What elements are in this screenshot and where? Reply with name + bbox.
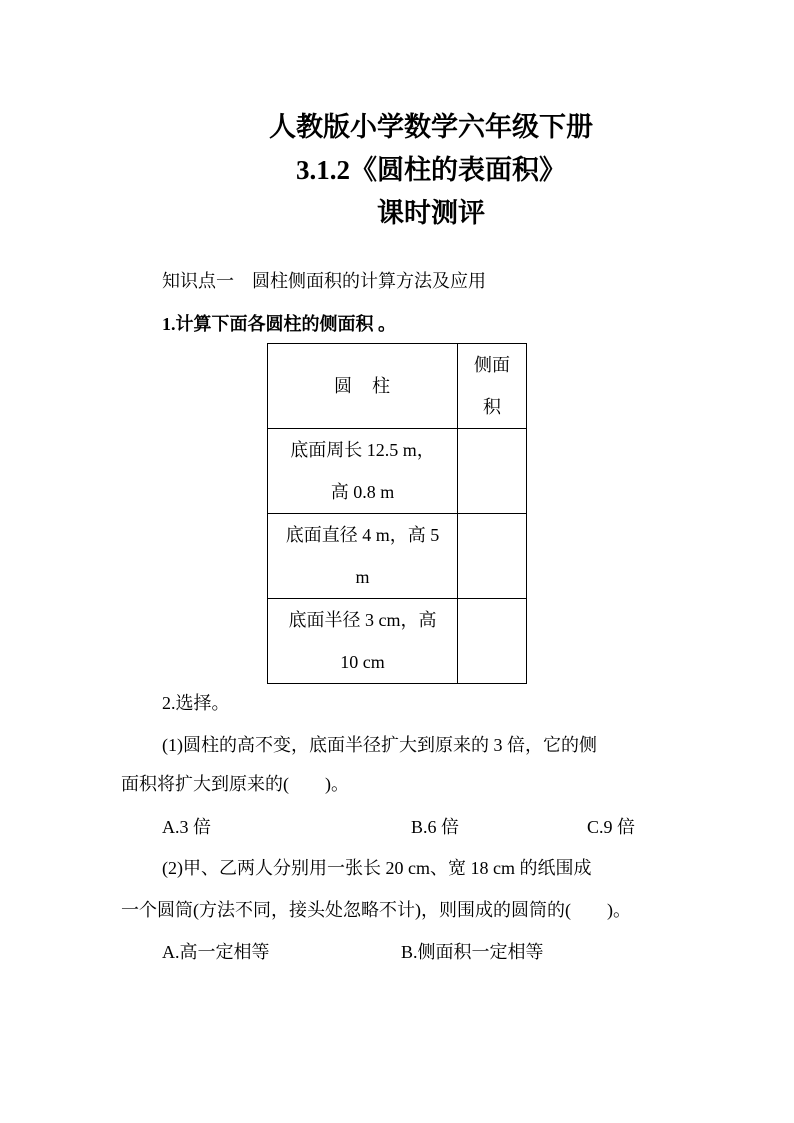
table-cell-cylinder: 底面周长 12.5 m， 高 0.8 m	[268, 429, 458, 514]
section-heading: 知识点一 圆柱侧面积的计算方法及应用	[162, 271, 486, 291]
table-row	[268, 514, 527, 599]
lesson-subtitle: 课时测评	[377, 198, 485, 228]
table-cell-cylinder: 底面直径 4 m，高 5 m	[268, 514, 458, 599]
table-row	[268, 599, 527, 684]
table-header-row	[268, 344, 527, 429]
table-cell-answer[interactable]	[458, 429, 527, 514]
option-b[interactable]: B.6 倍	[411, 817, 460, 837]
question-2-1-line2: 面积将扩大到原来的( )。	[121, 774, 349, 794]
table-cell-answer[interactable]	[458, 599, 527, 684]
lesson-title: 3.1.2《圆柱的表面积》	[296, 155, 566, 185]
question-2-heading: 2.选择。	[162, 693, 230, 713]
table-cell-cylinder: 底面半径 3 cm，高 10 cm	[268, 599, 458, 684]
table-header-lateral-area: 侧面 积	[458, 344, 527, 429]
option-a[interactable]: A.高一定相等	[162, 942, 270, 962]
option-a[interactable]: A.3 倍	[162, 817, 211, 837]
question-1: 1.计算下面各圆柱的侧面积 。	[162, 314, 396, 334]
option-b[interactable]: B.侧面积一定相等	[401, 942, 544, 962]
table-cell-answer[interactable]	[458, 514, 527, 599]
cylinder-table	[267, 343, 527, 684]
document-title: 人教版小学数学六年级下册	[269, 112, 593, 142]
question-2-1-line1: (1)圆柱的高不变，底面半径扩大到原来的 3 倍，它的侧	[162, 735, 597, 755]
table-row	[268, 429, 527, 514]
question-2-2-line1: (2)甲、乙两人分别用一张长 20 cm、宽 18 cm 的纸围成	[162, 858, 592, 878]
table-header-cylinder: 圆 柱	[268, 344, 458, 429]
question-2-2-line2: 一个圆筒(方法不同，接头处忽略不计)，则围成的圆筒的( )。	[121, 900, 631, 920]
option-c[interactable]: C.9 倍	[587, 817, 636, 837]
